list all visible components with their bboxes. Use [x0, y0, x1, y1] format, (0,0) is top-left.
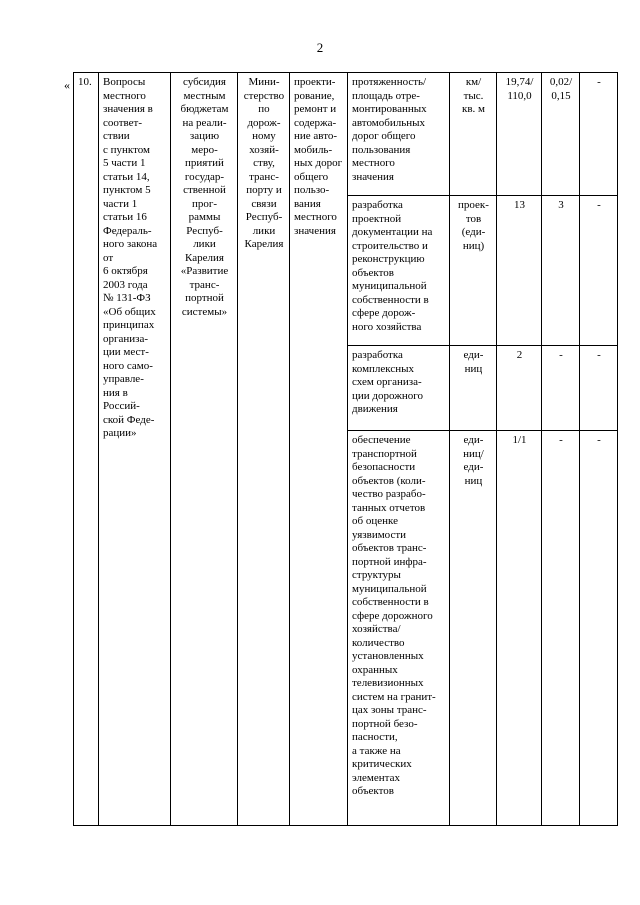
indicator-value1-cell: 1/1: [497, 431, 542, 826]
indicator-value2-cell: -: [542, 346, 580, 431]
question-cell: Вопросы местного значения в соответ- ствии с пунктом 5 части 1 статьи 14, пунктом 5 части 1 статьи 16 Федераль- ного закона от 6 октября 2003 года № 131-ФЗ «Об общих принципах организа- ции мест- ного само- управле- ния в Россий- ской Феде- рации»: [99, 73, 171, 826]
indicator-unit-cell: еди- ниц: [450, 346, 497, 431]
indicator-name-cell: разработка проектной документации на строительство и реконструкцию объектов муниципальной собственности в сфере дорож- ного хозяйства: [348, 196, 450, 346]
activity-cell: проекти- рование, ремонт и содержа- ние авто- мобиль- ных дорог общего пользо- вания местного значения: [290, 73, 348, 826]
indicator-value3-cell: -: [580, 431, 618, 826]
indicator-value1-cell: 19,74/ 110,0: [497, 73, 542, 196]
indicator-unit-cell: проек- тов (еди- ниц): [450, 196, 497, 346]
row-number-cell: 10.: [74, 73, 99, 826]
indicator-value2-cell: 0,02/ 0,15: [542, 73, 580, 196]
program-table: [73, 72, 618, 826]
indicator-value2-cell: -: [542, 431, 580, 826]
indicator-value3-cell: -: [580, 73, 618, 196]
table-row: [74, 73, 618, 196]
subsidy-cell: субсидия местным бюджетам на реали- зацию меро- приятий государ- ственной прог- раммы Респуб- лики Карелия «Развитие транс- портной системы»: [171, 73, 238, 826]
indicator-unit-cell: км/ тыс. кв. м: [450, 73, 497, 196]
page-number: 2: [316, 40, 324, 55]
indicator-name-cell: разработка комплексных схем организа- ции дорожного движения: [348, 346, 450, 431]
indicator-value2-cell: 3: [542, 196, 580, 346]
indicator-value1-cell: 13: [497, 196, 542, 346]
opening-quote: «: [64, 78, 70, 92]
indicator-value3-cell: -: [580, 346, 618, 431]
indicator-unit-cell: еди- ниц/ еди- ниц: [450, 431, 497, 826]
indicator-name-cell: протяженность/ площадь отре- монтированных автомобильных дорог общего пользования местного значения: [348, 73, 450, 196]
indicator-value3-cell: -: [580, 196, 618, 346]
indicator-value1-cell: 2: [497, 346, 542, 431]
ministry-cell: Мини- стерство по дорож- ному хозяй- ству, транс- порту и связи Респуб- лики Карелия: [238, 73, 290, 826]
indicator-name-cell: обеспечение транспортной безопасности объектов (коли- чество разрабо- танных отчетов об оценке уязвимости объектов транс- портной инфра- структуры муниципальной собственности в сфере дорожного хозяйства/ количество установленных охранных телевизионных систем на гранит- цах зоны транс- портной безо- пасности, а также на критических элементах объектов: [348, 431, 450, 826]
